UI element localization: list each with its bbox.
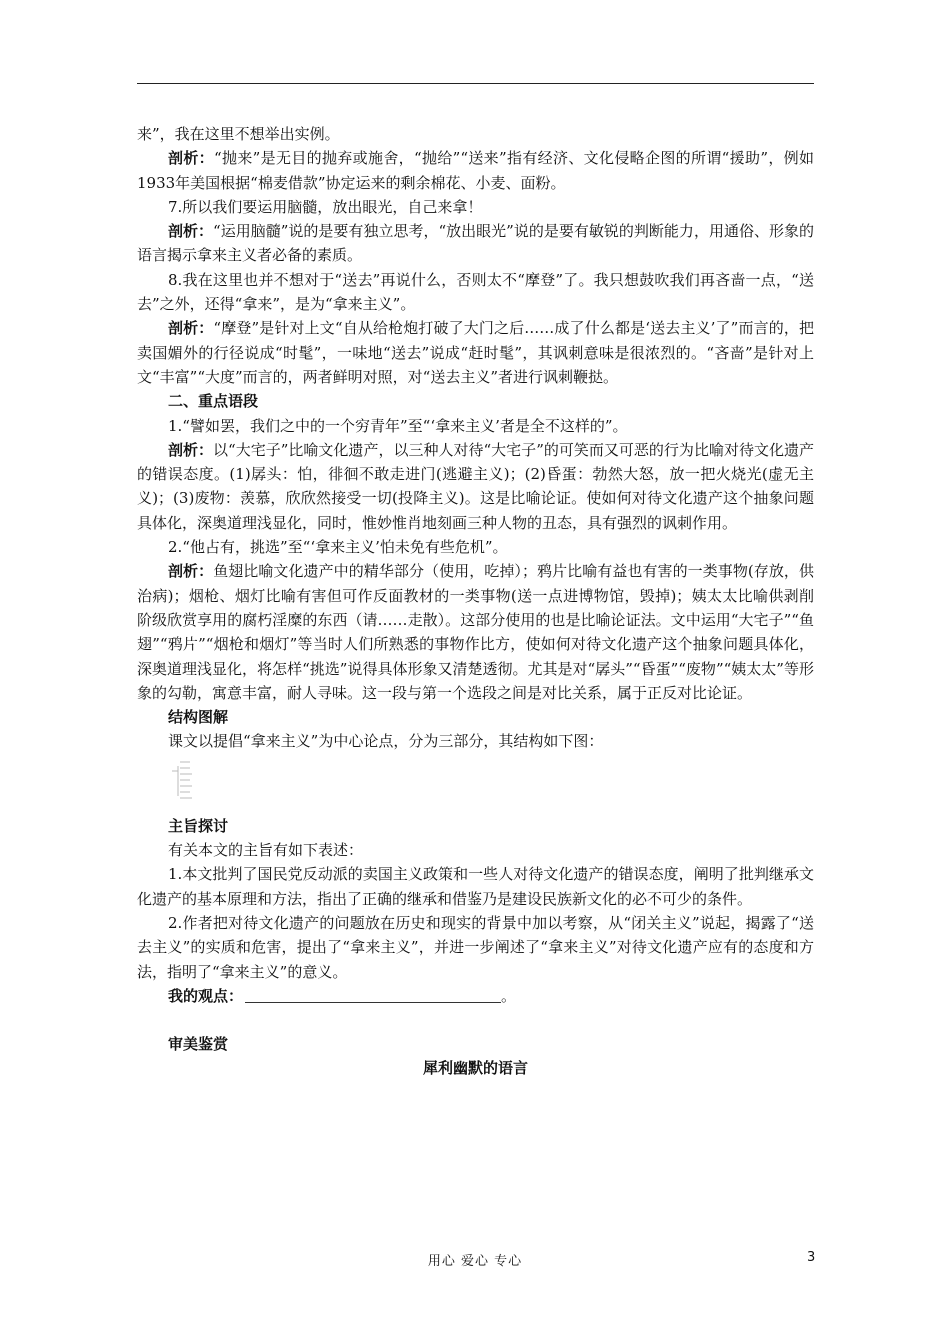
paragraph-label: 剖析：	[168, 440, 214, 459]
paragraph	[137, 911, 814, 984]
paragraph-text: 1.“譬如罢，我们之中的一个穷青年”至“‘拿来主义’者是全不这样的”。	[168, 416, 628, 435]
paragraph	[137, 316, 814, 389]
paragraph-label: 剖析：	[168, 562, 214, 581]
paragraph	[137, 219, 814, 268]
paragraph-text: 课文以提倡“拿来主义”为中心论点，分为三部分，其结构如下图：	[168, 732, 604, 751]
paragraph-label: 剖析：	[168, 222, 214, 241]
my-view-end: 。	[501, 986, 517, 1005]
structure-diagram-thumbnail	[168, 754, 228, 814]
paragraph-text: 有关本文的主旨有如下表述：	[168, 841, 364, 860]
page-content	[137, 122, 814, 1081]
paragraph	[137, 122, 814, 146]
paragraph-label: 主旨探讨	[168, 816, 229, 835]
paragraph-text: 1.本文批判了国民党反动派的卖国主义政策和一些人对待文化遗产的错误态度，阐明了批判继承文化遗产的基本原理和方法，指出了正确的继承和借鉴乃是建设民族新文化的必不可少的条件。	[137, 865, 814, 908]
paragraph	[137, 389, 814, 413]
footer-text: 用心 爱心 专心	[427, 1254, 523, 1269]
paragraph-text: 来”，我在这里不想举出实例。	[137, 125, 340, 143]
paragraph-text: 鱼翅比喻文化遗产中的精华部分（使用，吃掉）；鸦片比喻有益也有害的一类事物(存放，供治病)；烟枪、烟灯比喻有害但可作反面教材的一类事物(送一点进博物馆，毁掉)；姨太太比喻供剥削阶级欣赏享用的腐朽淫糜的东西（请……走散）。这部分使用的也是比喻论证法。文中运用“大宅子”“鱼翅”“鸦片”“烟枪和烟灯”等当时人们所熟悉的事物作比方，使如何对待文化遗产这个抽象问题具体化，深奥道理浅显化，将怎样“挑选”说得具体形象又清楚透彻。尤其是对“孱头”“昏蛋”“废物”“姨太太”等形象的勾勒，寓意丰富，耐人寻味。这一段与第一个选段之间是对比关系，属于正反对比论证。	[137, 562, 814, 702]
paragraph-label: 结构图解	[168, 708, 229, 727]
paragraph	[137, 559, 814, 705]
paragraph-text: “抛来”是无目的抛弃或施舍，“抛给”“送来”指有经济、文化侵略企图的所谓“援助”，例如1933年美国根据“棉麦借款”协定运来的剩余棉花、小麦、面粉。	[137, 149, 814, 192]
paragraph	[137, 268, 814, 317]
paragraph	[137, 146, 814, 195]
section-aesthetic-heading: 审美鉴赏	[168, 1035, 229, 1054]
paragraph	[137, 705, 814, 729]
paragraph	[137, 438, 814, 535]
section-subtitle: 犀利幽默的语言	[422, 1059, 528, 1078]
paragraph-text: 8.我在这里也并不想对于“送去”再说什么，否则太不“摩登”了。我只想鼓吹我们再吝啬一点，“送去”之外，还得“拿来”，是为“拿来主义”。	[137, 270, 814, 314]
my-view-label: 我的观点：	[168, 986, 244, 1005]
paragraph-text: 以“大宅子”比喻文化遗产，以三种人对待“大宅子”的可笑而又可恶的行为比喻对待文化遗产的错误态度。(1)孱头：怕，徘徊不敢走进门(逃避主义)；(2)昏蛋：勃然大怒，放一把火烧光(虚无主义)；(3)废物：羡慕，欣欣然接受一切(投降主义)。这是比喻论证。使如何对待文化遗产这个抽象问题具体化，深奥道理浅显化，同时，惟妙惟肖地刻画三种人物的丑态，具有强烈的讽刺作用。	[137, 440, 814, 532]
paragraph-text: “运用脑髓”说的是要有独立思考，“放出眼光”说的是要有敏锐的判断能力，用通俗、形象的语言揭示拿来主义者必备的素质。	[137, 222, 814, 265]
paragraph	[137, 862, 814, 911]
paragraph	[137, 414, 814, 438]
my-view-blank[interactable]	[245, 987, 501, 1003]
paragraph-label: 二、重点语段	[168, 392, 259, 411]
paragraph	[137, 195, 814, 219]
structure-diagram-image	[168, 754, 814, 814]
paragraphs-bottom	[137, 814, 814, 984]
spacer	[137, 1008, 814, 1032]
paragraph-text: “摩登”是针对上文“自从给枪炮打破了大门之后……成了什么都是‘送去主义’了”而言的，把卖国媚外的行径说成“时髦”，一味地“送去”说成“赶时髦”，其讽刺意味是很浓烈的。“吝啬”是针对上文“丰富”“大度”而言的，两者鲜明对照，对“送去主义”者进行讽刺鞭挞。	[137, 319, 814, 386]
paragraph-label: 剖析：	[168, 319, 214, 338]
paragraph	[137, 814, 814, 838]
paragraph-text: 7.所以我们要运用脑髓，放出眼光，自己来拿！	[168, 197, 483, 216]
paragraph	[137, 729, 814, 753]
paragraph-label: 剖析：	[168, 149, 214, 168]
paragraph	[137, 535, 814, 559]
paragraphs-top	[137, 122, 814, 754]
paragraph-text: 2.作者把对待文化遗产的问题放在历史和现实的背景中加以考察，从“闭关主义”说起，揭露了“送去主义”的实质和危害，提出了“拿来主义”，并进一步阐述了“拿来主义”对待文化遗产应有的态度和方法，指明了“拿来主义”的意义。	[137, 913, 814, 981]
page-number: 3	[807, 1250, 816, 1265]
paragraph-text: 2.“他占有，挑选”至“‘拿来主义’怕未免有些危机”。	[168, 538, 508, 557]
my-view-line	[137, 984, 814, 1008]
header-rule	[137, 83, 814, 84]
paragraph	[137, 838, 814, 862]
